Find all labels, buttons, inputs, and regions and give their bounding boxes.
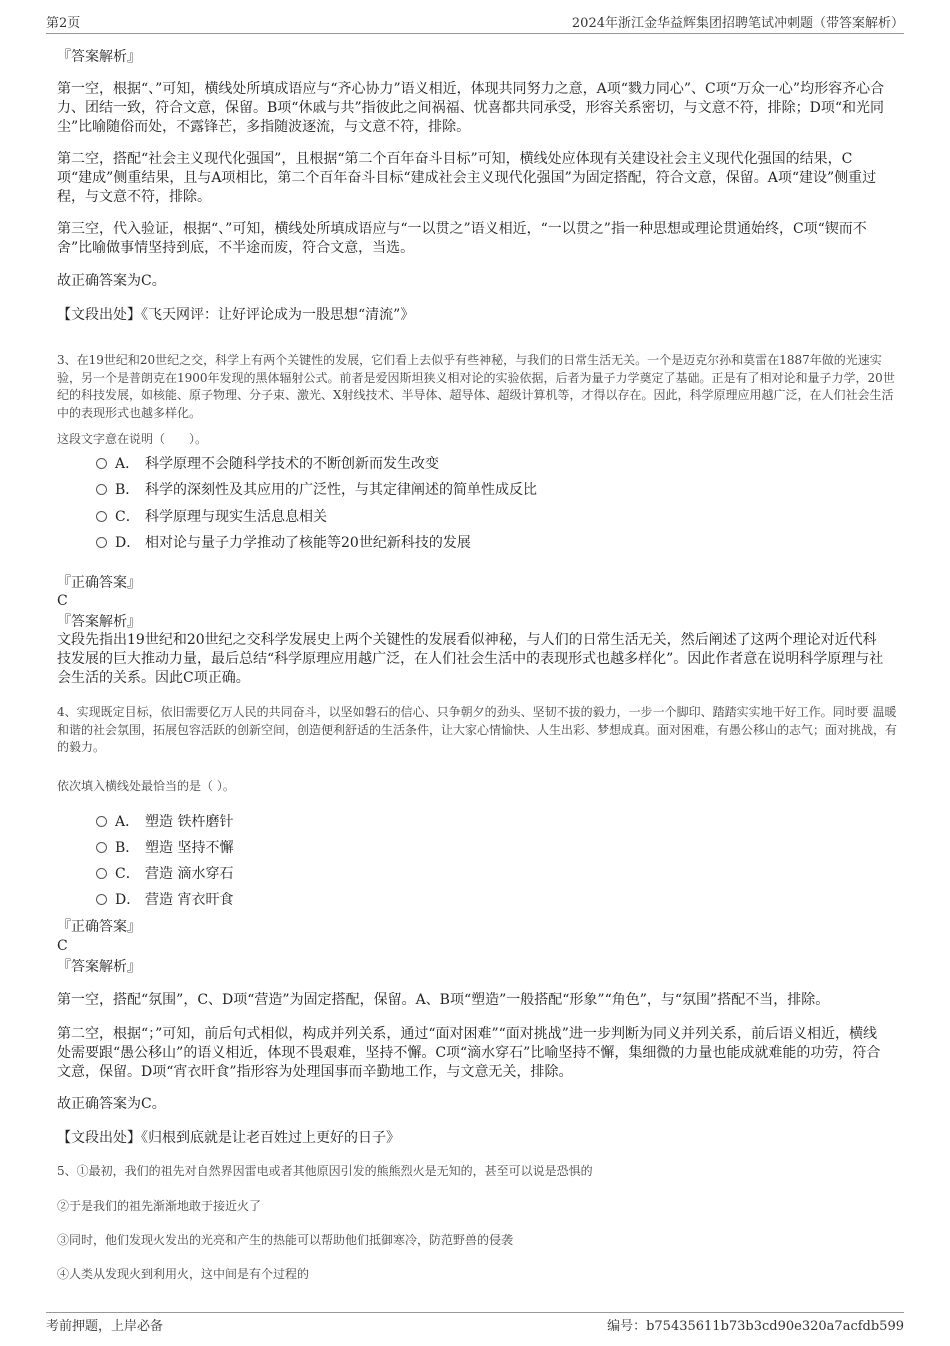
radio-icon[interactable] — [96, 458, 107, 469]
radio-icon[interactable] — [96, 868, 107, 879]
document-code: 编号：b75435611b73b3cd90e320a7acfdb599 — [607, 1319, 904, 1334]
q2-analysis-para-1: 第一空，根据“、”可知，横线处所填成语应与“齐心协力”语义相近，体现共同努力之意，A项“戮力同心”、C项“万众一心”均形容齐心合力、团结一致，符合文意，保留。B项“休戚与共”指彼此之间祸福、忧喜都共同承受，形容关系密切，与文意不符，排除；D项“和光同尘”比喻随俗而处，不露锋芒，多指随波逐流，与文意不符，排除。 — [57, 81, 885, 135]
q3-option-c[interactable]: C． 科学原理与现实生活息息相关 — [96, 508, 856, 527]
q5-sentence-2: ②于是我们的祖先渐渐地敢于接近火了 — [57, 1199, 262, 1213]
q4-conclusion: 故正确答案为C。 — [57, 1096, 166, 1112]
document-title: 2024年浙江金华益辉集团招聘笔试冲刺题（带答案解析） — [571, 16, 904, 31]
q4-answer: C — [57, 938, 68, 954]
q2-analysis-label: 『答案解析』 — [57, 49, 141, 65]
radio-icon[interactable] — [96, 894, 107, 905]
q4-answer-label: 『正确答案』 — [57, 919, 141, 935]
q3-prompt: 这段文字意在说明（ ）。 — [57, 432, 208, 446]
q4-option-a[interactable]: A． 塑造 铁杵磨针 — [96, 813, 856, 832]
radio-icon[interactable] — [96, 816, 107, 827]
q4-source: 【文段出处】《归根到底就是让老百姓过上更好的日子》 — [57, 1130, 400, 1146]
radio-icon[interactable] — [96, 511, 107, 522]
radio-icon[interactable] — [96, 842, 107, 853]
q4-analysis-para-1: 第一空，搭配“氛围”，C、D项“营造”为固定搭配，保留。A、B项“塑造”一般搭配“形象”“角色”，与“氛围”搭配不当，排除。 — [57, 992, 830, 1008]
q3-analysis-label: 『答案解析』 — [57, 614, 141, 630]
q2-analysis-para-2: 第二空，搭配“社会主义现代化强国”，且根据“第二个百年奋斗目标”可知，横线处应体现有关建设社会主义现代化强国的结果，C项“建成”侧重结果，且与A项相比，第二个百年奋斗目标“建成社会主义现代化强国”为固定搭配，符合文意，保留。A项“建设”侧重过程，与文意不符，排除。 — [57, 151, 877, 205]
q4-prompt: 依次填入横线处最恰当的是（ ）。 — [57, 779, 235, 793]
q3-option-b[interactable]: B． 科学的深刻性及其应用的广泛性，与其定律阐述的简单性成反比 — [96, 481, 856, 500]
radio-icon[interactable] — [96, 537, 107, 548]
q3-option-d[interactable]: D． 相对论与量子力学推动了核能等20世纪新科技的发展 — [96, 534, 856, 553]
q3-stem: 3、在19世纪和20世纪之交，科学上有两个关键性的发展，它们看上去似乎有些神秘，与我们的日常生活无关。一个是迈克尔孙和莫雷在1887年做的光速实验，另一个是普朗克在1900年发现的黑体辐射公式。前者是爱因斯坦狭义相对论的实验依据，后者为量子力学奠定了基础。正是有了相对论和量子力学，20世纪的科技发展，如核能、原子物理、分子束、激光、X射线技术、半导体、超导体、超级计算机等，才得以存在。因此，科学原理应用越广泛，在人们社会生活中的表现形式也越多样化。 — [57, 353, 895, 420]
q3-answer-label: 『正确答案』 — [57, 575, 141, 591]
page-footer — [46, 1312, 904, 1346]
q4-analysis-label: 『答案解析』 — [57, 959, 141, 975]
q3-analysis: 文段先指出19世纪和20世纪之交科学发展史上两个关键性的发展看似神秘，与人们的日常生活无关，然后阐述了这两个理论对近代科技发展的巨大推动力量，最后总结“科学原理应用越广泛，在人们社会生活中的表现形式也越多样化”。因此作者意在说明科学原理与社会生活的关系。因此C项正确。 — [57, 632, 884, 686]
q3-option-a[interactable]: A． 科学原理不会随科学技术的不断创新而发生改变 — [96, 455, 856, 474]
q2-source: 【文段出处】《飞天网评：让好评论成为一股思想“清流”》 — [57, 307, 415, 323]
q5-sentence-1: 5、①最初，我们的祖先对自然界因雷电或者其他原因引发的熊熊烈火是无知的，甚至可以说是恐惧的 — [57, 1164, 593, 1178]
q5-sentence-4: ④人类从发现火到利用火，这中间是有个过程的 — [57, 1267, 310, 1281]
q4-option-d[interactable]: D． 营造 宵衣旰食 — [96, 891, 856, 910]
q4-stem: 4、实现既定目标，依旧需要亿万人民的共同奋斗，以坚如磐石的信心、只争朝夕的劲头、坚韧不拔的毅力，一步一个脚印、踏踏实实地干好工作。同时要 温暖和谐的社会氛围，拓展包容活跃的创新空间，创造便利舒适的生活条件，让大家心情愉快、人生出彩、梦想成真。面对困难，有愚公移山的志气；面对挑战，有 的毅力。 — [57, 705, 898, 754]
q3-answer: C — [57, 593, 68, 609]
q4-option-b[interactable]: B． 塑造 坚持不懈 — [96, 839, 856, 858]
q2-analysis-para-3: 第三空，代入验证，根据“、”可知，横线处所填成语应与“一以贯之”语义相近，“一以贯之”指一种思想或理论贯通始终，C项“锲而不舍”比喻做事情坚持到底，不半途而废，符合文意，当选。 — [57, 221, 867, 256]
q4-option-c[interactable]: C． 营造 滴水穿石 — [96, 865, 856, 884]
footer-slogan: 考前押题，上岸必备 — [46, 1319, 164, 1334]
radio-icon[interactable] — [96, 484, 107, 495]
page-header — [46, 0, 904, 34]
q2-conclusion: 故正确答案为C。 — [57, 273, 166, 289]
q5-sentence-3: ③同时，他们发现火发出的光亮和产生的热能可以帮助他们抵御寒冷，防范野兽的侵袭 — [57, 1233, 514, 1247]
q4-analysis-para-2: 第二空，根据“；”可知，前后句式相似，构成并列关系，通过“面对困难”“面对挑战”进一步判断为同义并列关系，前后语义相近，横线处需要跟“愚公移山”的语义相近，体现不畏艰难，坚持不懈。C项“滴水穿石”比喻坚持不懈，集细微的力量也能成就难能的功劳，符合文意，保留。D项“宵衣旰食”指形容为处理国事而辛勤地工作，与文意无关，排除。 — [57, 1026, 881, 1080]
page-number: 第2页 — [46, 16, 81, 31]
